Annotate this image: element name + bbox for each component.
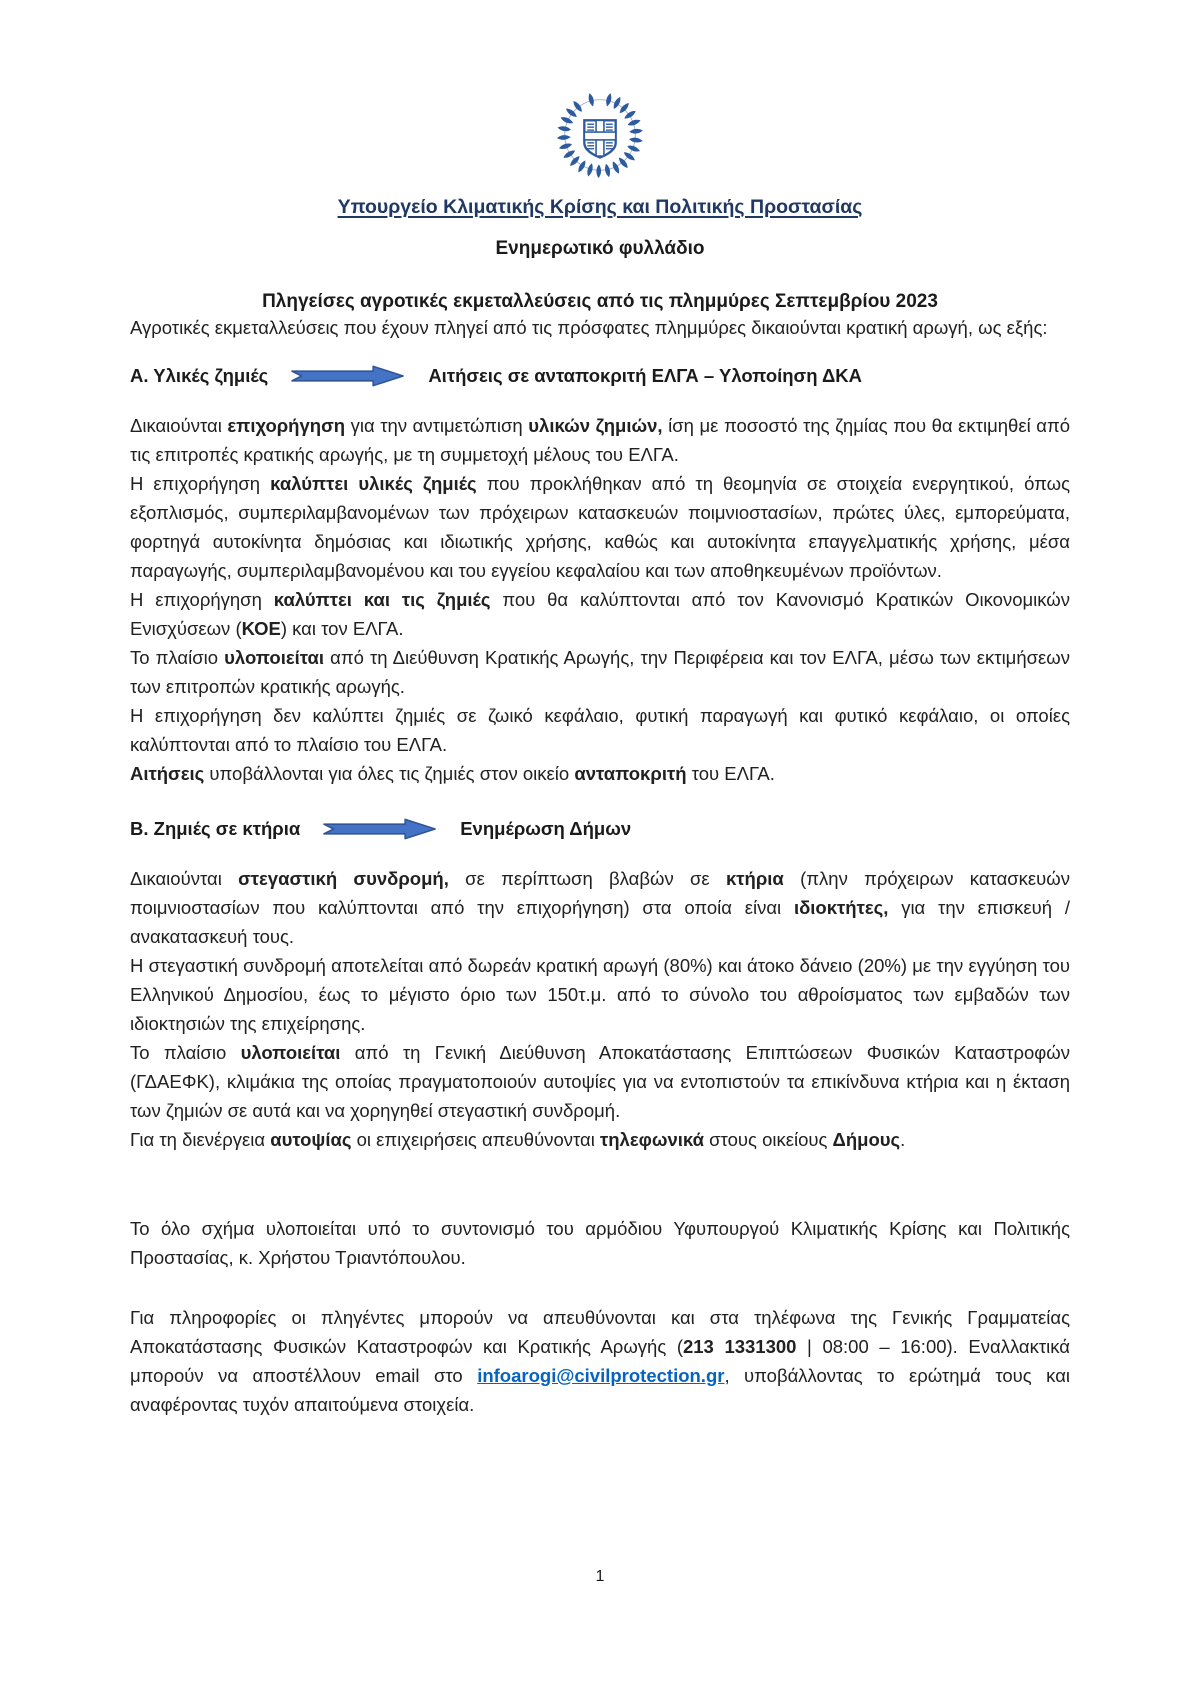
bold-text-run: υλοποιείται: [240, 1042, 341, 1063]
bold-text-run: κτήρια: [725, 868, 784, 889]
text-run: Το πλαίσιο: [130, 647, 225, 668]
bold-text-run: τηλεφωνικά: [600, 1129, 704, 1150]
bold-text-run: καλύπτει και τις ζημιές: [273, 589, 491, 610]
paragraph: [130, 585, 1070, 643]
text-run: Η επιχορήγηση: [130, 473, 271, 494]
section-a-target: Αιτήσεις σε ανταποκριτή ΕΛΓΑ – Υλοποίηση ΔΚΑ: [428, 365, 862, 386]
ministry-title-text: Υπουργείο Κλιματικής Κρίσης και Πολιτικής Προστασίας: [337, 196, 863, 218]
text-run: ) και τον ΕΛΓΑ.: [280, 618, 404, 639]
paragraph: [130, 951, 1070, 1038]
text-run: από τη Διεύθυνση Κρατικής Αρωγής, την Περιφέρεια και τον ΕΛΓΑ, μέσω των εκτιμήσεων των επιτροπών κρατικής αρωγής.: [130, 647, 1070, 697]
paragraph: [130, 701, 1070, 759]
section-b-heading: [130, 814, 1070, 843]
text-run: οι επιχειρήσεις απευθύνονται: [351, 1129, 600, 1150]
section-b-body: [130, 864, 1070, 1154]
section-a-heading: [130, 361, 1070, 390]
paragraph: [130, 1038, 1070, 1125]
text-run: | 08:00 – 16:00). Εναλλακτικά μπορούν να αποστέλλουν email στο: [130, 1336, 1070, 1386]
text-run: ίση με ποσοστό της ζημίας που θα εκτιμηθεί από τις επιτροπές κρατικής αρωγής, με τη συμμετοχή μέλους του ΕΛΓΑ.: [130, 415, 1070, 465]
intro-paragraph: [130, 313, 1070, 342]
bold-text-run: υλοποιείται: [224, 647, 325, 668]
contact-info-paragraph: [130, 1303, 1070, 1419]
coordination-paragraph: [130, 1214, 1070, 1272]
text-run: Η επιχορήγηση: [130, 589, 274, 610]
text-run: Η επιχορήγηση δεν καλύπτει ζημιές σε ζωικό κεφάλαιο, φυτική παραγωγή και φυτικό κεφάλαιο, οι οποίες καλύπτονται από το πλαίσιο του ΕΛΓΑ.: [130, 705, 1070, 755]
paragraph: [130, 469, 1070, 585]
page-number: 1: [595, 1568, 605, 1585]
greek-emblem-logo: [550, 86, 650, 184]
bold-text-run: υλικών ζημιών,: [528, 415, 663, 436]
bold-text-run: ιδιοκτήτες,: [793, 897, 889, 918]
bold-text-run: Δήμους: [832, 1129, 901, 1150]
text-run: Το πλαίσιο: [130, 1042, 241, 1063]
bold-text-run: αυτοψίας: [270, 1129, 352, 1150]
text-run: Για πληροφορίες οι πληγέντες μπορούν να απευθύνονται και στα τηλέφωνα της Γενικής Γραμματείας Αποκατάστασης Φυσικών Καταστροφών και Κρατικής Αρωγής (: [130, 1307, 1070, 1357]
logo-container: [130, 86, 1070, 184]
right-arrow-icon: [322, 817, 438, 841]
paragraph: [130, 643, 1070, 701]
text-run: Το όλο σχήμα υλοποιείται υπό το συντονισμό του αρμόδιου Υφυπουργού Κλιματικής Κρίσης και Πολιτικής Προστασίας, κ. Χρήστου Τριαντόπουλου.: [130, 1218, 1070, 1268]
bold-text-run: στεγαστική συνδρομή,: [238, 868, 449, 889]
ministry-title: [130, 196, 1070, 219]
text-run: από τη Γενική Διεύθυνση Αποκατάστασης Επιπτώσεων Φυσικών Καταστροφών (ΓΔΑΕΦΚ), κλιμάκια της οποίας πραγματοποιούν αυτοψίες για να εντοπιστούν τα επικίνδυνα κτήρια και η έκταση των ζημιών σε αυτά και να χορηγηθεί στεγαστική συνδρομή.: [130, 1042, 1070, 1121]
text-run: που θα καλύπτονται από τον Κανονισμό Κρατικών Οικονομικών Ενισχύσεων (: [130, 589, 1071, 639]
text-run: , υποβάλλοντας το ερώτημά τους και αναφέροντας τυχόν απαιτούμενα στοιχεία.: [130, 1365, 1071, 1415]
paragraph: [130, 1125, 1070, 1154]
email-link[interactable]: infoarogi@civilprotection.gr: [477, 1365, 725, 1386]
right-arrow-icon: [290, 364, 406, 388]
section-b-target: Ενημέρωση Δήμων: [460, 818, 632, 839]
text-run: Δικαιούνται: [130, 868, 239, 889]
text-run: Δικαιούνται: [130, 415, 228, 436]
text-run: που προκλήθηκαν από τη θεομηνία σε στοιχεία ενεργητικού, όπως εξοπλισμός, συμπεριλαμβανομένων των πρόχειρων κατασκευών ποιμνιοστασίων, πρώτες ύλες, εμπορεύματα, φορτηγά αυτοκίνητα δημόσιας και ιδιωτικής χρήσης, καθώς και αυτοκίνητα επαγγελματικής χρήσης, μέσα παραγωγής, συμπεριλαμβανομένου και του εγγείου κεφαλαίου και των αποθηκευμένων προϊόντων.: [130, 473, 1070, 581]
text-run: Για τη διενέργεια: [130, 1129, 271, 1150]
text-run: Η στεγαστική συνδρομή αποτελείται από δωρεάν κρατική αρωγή (80%) και άτοκο δάνειο (20%) με την εγγύηση του Ελληνικού Δημοσίου, έως το μέγιστο όριο των 150τ.μ. από το σύνολο του αθροίσματος των εμβαδών των ιδιοκτησιών της επιχείρησης.: [130, 955, 1070, 1034]
document-type-title: Ενημερωτικό φυλλάδιο: [495, 238, 705, 259]
text-run: υποβάλλονται για όλες τις ζημιές στον οικείο: [204, 763, 575, 784]
text-run: .: [900, 1129, 906, 1150]
paragraph: [130, 759, 1070, 788]
section-a-label: Α. Υλικές ζημιές: [130, 365, 269, 386]
paragraph: [130, 411, 1070, 469]
paragraph: [130, 864, 1070, 951]
text-run: (πλην πρόχειρων κατασκευών ποιμνιοστασίων που καλύπτονται από την επιχορήγηση) στα οποία είναι: [130, 868, 1070, 918]
text-run: για την αντιμετώπιση: [345, 415, 529, 436]
document-subtitle: Πληγείσες αγροτικές εκμεταλλεύσεις από τις πλημμύρες Σεπτεμβρίου 2023: [262, 291, 938, 312]
bold-text-run: ανταποκριτή: [574, 763, 687, 784]
bold-text-run: καλύπτει υλικές ζημιές: [270, 473, 477, 494]
text-run: του ΕΛΓΑ.: [686, 763, 775, 784]
bold-text-run: επιχορήγηση: [227, 415, 346, 436]
bold-text-run: 213 1331300: [682, 1336, 797, 1357]
text-run: στους οικείους: [704, 1129, 833, 1150]
bold-text-run: Αιτήσεις: [130, 763, 205, 784]
bold-text-run: ΚΟΕ: [241, 618, 281, 639]
section-b-label: Β. Ζημιές σε κτήρια: [130, 818, 301, 839]
text-run: για την επισκευή / ανακατασκευή τους.: [130, 897, 1070, 947]
text-run: σε περίπτωση βλαβών σε: [448, 868, 726, 889]
text-run: Αγροτικές εκμεταλλεύσεις που έχουν πληγεί από τις πρόσφατες πλημμύρες δικαιούνται κρατική αρωγή, ως εξής:: [130, 317, 1048, 338]
section-a-body: [130, 411, 1070, 788]
